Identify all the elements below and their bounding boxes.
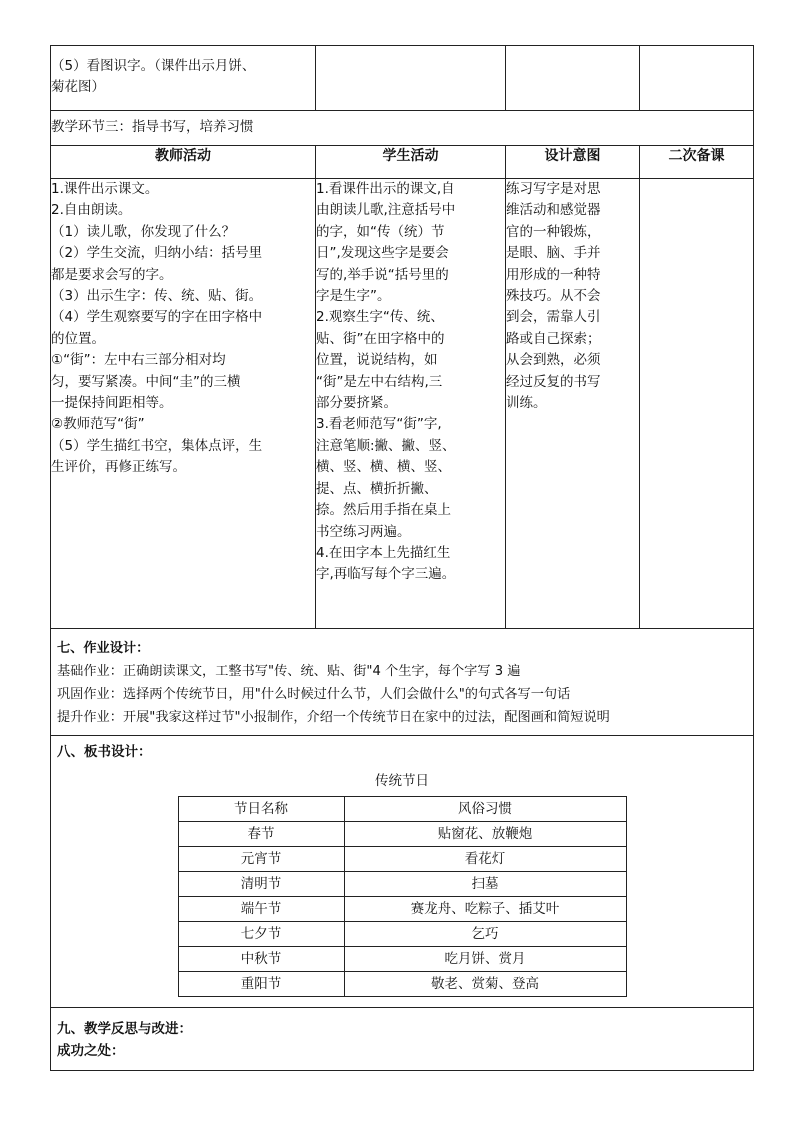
header-second: 二次备课 — [640, 146, 754, 179]
festival-custom: 扫墓 — [344, 872, 626, 897]
top-design-cell — [506, 46, 640, 111]
design-line: 路或自己探索； — [506, 330, 601, 347]
student-line: 日”,发现这些字是要会 — [316, 245, 449, 262]
design-line: 官的一种锻炼， — [506, 223, 601, 240]
lesson-plan-table — [50, 45, 754, 1071]
homework-cell — [51, 629, 754, 736]
festival-name: 元宵节 — [178, 847, 344, 872]
homework-basic: 基础作业：正确朗读课文，工整书写"传、统、贴、街"4 个生字，每个字写 3 遍 — [57, 664, 521, 679]
festival-table — [178, 796, 627, 997]
festival-name: 端午节 — [178, 897, 344, 922]
homework-title: 七、作业设计： — [57, 641, 150, 656]
student-line: 字,再临写每个字三遍。 — [316, 566, 456, 583]
festival-custom: 乞巧 — [344, 922, 626, 947]
teacher-line: （5）学生描红书空，集体点评，生 — [51, 437, 263, 454]
festival-row — [178, 872, 626, 897]
festival-custom: 赛龙舟、吃粽子、插艾叶 — [344, 897, 626, 922]
header-design: 设计意图 — [506, 146, 640, 179]
festival-row — [178, 897, 626, 922]
student-line: 由朗读儿歌,注意括号中 — [316, 202, 456, 219]
student-line: 4.在田字本上先描红生 — [316, 544, 451, 561]
top-teacher-cell — [51, 46, 316, 111]
reflection-success: 成功之处： — [57, 1043, 125, 1059]
student-line: 贴、街”在田字格中的 — [316, 330, 445, 347]
homework-row — [51, 629, 754, 736]
festival-row — [178, 822, 626, 847]
teacher-line: （2）学生交流，归纳小结：括号里 — [51, 245, 263, 262]
student-line: 捺。然后用手指在桌上 — [316, 502, 451, 519]
lesson-plan-sheet — [50, 45, 753, 1071]
festival-custom: 看花灯 — [344, 847, 626, 872]
student-line: 2.观察生字“传、统、 — [316, 309, 444, 326]
design-line: 到会，需靠人引 — [506, 309, 601, 326]
teacher-line: 匀，要写紧凑。中间“圭”的三横 — [51, 373, 241, 390]
festival-row — [178, 847, 626, 872]
teacher-line: 的位置。 — [51, 330, 105, 347]
festival-row — [178, 947, 626, 972]
teacher-line: 1.课件出示课文。 — [51, 181, 159, 197]
student-line: “街”是左中右结构,三 — [316, 373, 443, 390]
student-line: 横、竖、横、横、竖、 — [316, 459, 451, 476]
teacher-line: 一提保持间距相等。 — [51, 395, 173, 412]
festival-custom: 吃月饼、赏月 — [344, 947, 626, 972]
student-line: 位置，说说结构，如 — [316, 352, 438, 369]
student-line: 字是生字”。 — [316, 288, 391, 305]
teacher-line: ②教师范写“街” — [51, 416, 145, 433]
header-row — [51, 146, 754, 179]
teacher-line: （3）出示生字：传、统、贴、街。 — [51, 288, 263, 305]
design-line: 经过反复的书写 — [506, 373, 601, 390]
reflection-cell — [51, 1008, 754, 1071]
festival-name: 春节 — [178, 822, 344, 847]
top-line: 菊花图） — [51, 79, 105, 96]
festival-col-custom: 风俗习惯 — [344, 797, 626, 822]
design-line: 训练。 — [506, 395, 547, 412]
design-line: 维活动和感觉器 — [506, 202, 601, 219]
festival-name: 清明节 — [178, 872, 344, 897]
design-line: 殊技巧。从不会 — [506, 288, 601, 305]
teacher-line: ①“街”：左中右三部分相对均 — [51, 352, 226, 369]
student-line: 3.看老师范写“街”字, — [316, 416, 442, 433]
row-stage3 — [51, 111, 754, 146]
student-line: 书空练习两遍。 — [316, 523, 411, 540]
teacher-line: （4）学生观察要写的字在田字格中 — [51, 309, 263, 326]
festival-header-row — [178, 797, 626, 822]
header-student: 学生活动 — [316, 146, 506, 179]
teacher-line: （1）读儿歌，你发现了什么？ — [51, 223, 236, 240]
design-line: 是眼、脑、手并 — [506, 245, 601, 262]
festival-name: 重阳节 — [178, 972, 344, 997]
student-activity-cell — [316, 179, 506, 629]
board-table-title: 传统节日 — [375, 773, 429, 789]
student-line: 写的,举手说“括号里的 — [316, 266, 449, 283]
student-line: 的字，如“传（统）节 — [316, 223, 445, 240]
top-second-cell — [640, 46, 754, 111]
top-line: （5）看图识字。（课件出示月饼、 — [51, 58, 256, 74]
second-prep-cell — [640, 179, 754, 629]
design-line: 练习写字是对思 — [506, 181, 601, 197]
reflection-row — [51, 1008, 754, 1071]
activity-row — [51, 179, 754, 629]
teacher-line: 生评价，再修正练写。 — [51, 459, 186, 476]
top-student-cell — [316, 46, 506, 111]
homework-advanced: 提升作业：开展"我家这样过节"小报制作，介绍一个传统节日在家中的过法，配图画和简短说明 — [57, 710, 610, 725]
festival-col-name: 节日名称 — [178, 797, 344, 822]
festival-row — [178, 972, 626, 997]
festival-custom: 敬老、赏菊、登高 — [344, 972, 626, 997]
festival-row — [178, 922, 626, 947]
board-title: 八、板书设计： — [57, 744, 152, 760]
festival-name: 七夕节 — [178, 922, 344, 947]
design-line: 从会到熟，必须 — [506, 352, 601, 369]
student-line: 1.看课件出示的课文,自 — [316, 181, 455, 197]
reflection-title: 九、教学反思与改进： — [57, 1021, 192, 1037]
festival-custom: 贴窗花、放鞭炮 — [344, 822, 626, 847]
festival-name: 中秋节 — [178, 947, 344, 972]
student-line: 提、点、横折折撇、 — [316, 480, 438, 497]
teacher-line: 2.自由朗读。 — [51, 202, 132, 219]
student-line: 部分要挤紧。 — [316, 395, 397, 412]
homework-consolidate: 巩固作业：选择两个传统节日，用"什么时候过什么节，人们会做什么"的句式各写一句话 — [57, 687, 571, 702]
teacher-line: 都是要求会写的字。 — [51, 266, 173, 283]
header-teacher: 教师活动 — [51, 146, 316, 179]
board-row — [51, 736, 754, 1008]
row-top — [51, 46, 754, 111]
design-line: 用形成的一种特 — [506, 266, 601, 283]
board-cell — [51, 736, 754, 1008]
stage3-title: 教学环节三：指导书写，培养习惯 — [51, 111, 754, 146]
design-intent-cell — [506, 179, 640, 629]
student-line: 注意笔顺:撇、撇、竖、 — [316, 437, 456, 454]
teacher-activity-cell — [51, 179, 316, 629]
